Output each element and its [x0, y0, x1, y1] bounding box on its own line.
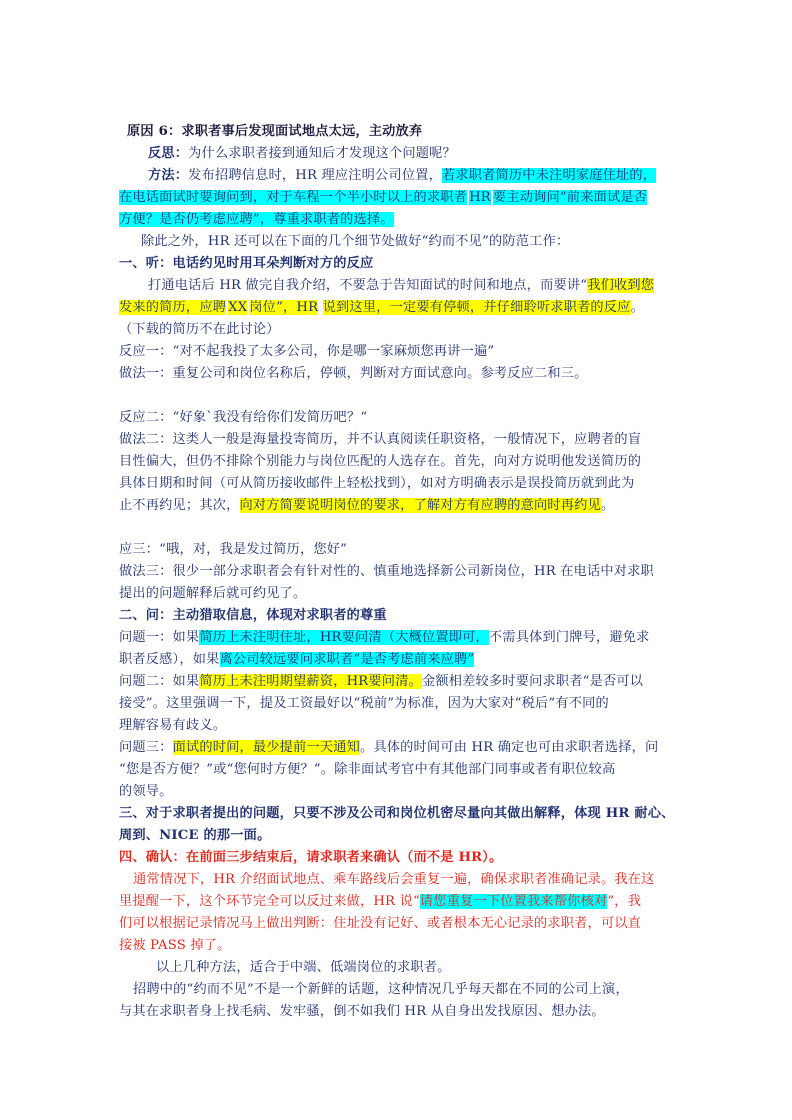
intro-paragraph: 除此之外，HR 还可以在下面的几个细节处做好“约而不见”的防范工作：	[141, 234, 570, 249]
method-highlight-b: 若求职者简历中未注明家庭住址的，	[441, 168, 657, 183]
s2-q3a-2: 面试的时间，最少提前一天通知	[172, 740, 360, 755]
s1-d2d-a: 止不再约见；其次，	[119, 498, 240, 513]
section1-title: 一、听：电话约见时用耳朵判断对方的反应	[119, 256, 374, 271]
section2-title: 二、问：主动猎取信息，体现对求职者的尊重	[119, 608, 387, 623]
s4-para-line3: 们可以根据记录情况马上做出判断：住址没有记好、或者根本无心记录的求职者，可以直	[119, 916, 642, 931]
reflect-label: 反思：	[148, 146, 189, 161]
method-highlight-c: 在电话面试时要询问到，对于车程一个半小时以上的求职者	[119, 190, 468, 205]
s4-p2b: 请您重复一下位置我来帮你核对	[419, 894, 608, 909]
s2-q1a-3: 要问清（大概位置即可，	[341, 630, 489, 645]
s1-approach2-line1: 做法二：这类人一般是海量投寄简历，并不认真阅读任职资格，一般情况下，应聘者的盲	[119, 432, 642, 447]
s4-para-line2	[119, 891, 641, 913]
s2-q1a-2: 简历上未注明住址，HR	[199, 630, 342, 645]
s1-para-line2	[119, 297, 644, 319]
section4-title: 四、确认：在前面三步结束后，请求职者来确认（而不是 HR）。	[119, 850, 503, 865]
s1-p2a: 发来的简历，应聘	[119, 300, 227, 315]
s1-d2d-b: 向对方简要说明岗位的要求，了解对方有应聘的意向时再约见	[239, 498, 601, 513]
s2-q2-line2: 接受”。这里强调一下，提及工资最好以“税前”为标准，因为大家对“税后”有不同的	[119, 696, 609, 711]
s1-approach2-line2: 目性偏大，但仍不排除个别能力与岗位匹配的人选存在。首先，向对方说明他发送简历的	[119, 454, 642, 469]
s1-p1b: 我们收到您	[587, 278, 655, 293]
s2-q2a-4: 金额相差较多时要问求职者“是否可以	[421, 674, 644, 689]
s1-d2d-c: 。	[600, 498, 615, 513]
section3-title-line1: 三、对于求职者提出的问题，只要不涉及公司和岗位机密尽量向其做出解释，体现 HR 耐心、	[119, 806, 675, 821]
s1-para-line1	[148, 275, 654, 297]
s1-p2b: XX	[228, 300, 248, 315]
s1-reaction2: 反应二：“好象`我没有给你们发简历吧？“	[119, 410, 368, 425]
reason6-method-line2	[119, 187, 647, 209]
s1-p2e: 。	[630, 300, 644, 315]
s2-q1a-1: 问题一：如果	[119, 630, 200, 645]
closing-line3: 与其在求职者身上找毛病、发牢骚，倒不如我们 HR 从自身出发找原因、想办法。	[119, 1004, 605, 1019]
s4-p2c: ”，我	[607, 894, 642, 909]
s2-q3a-1: 问题三：	[119, 740, 173, 755]
reason6-method	[148, 165, 656, 187]
reason6-method-line3	[119, 209, 394, 231]
reflect-text: 为什么求职者接到通知后才发现这个问题呢？	[188, 146, 456, 161]
s2-q1b-1: 职者反感），如果	[119, 652, 220, 667]
closing-line1: 以上几种方法，适合于中端、低端岗位的求职者。	[156, 960, 451, 975]
method-highlight-e: 要主动询问“前来面试是否	[492, 190, 648, 205]
s2-q1-line1	[119, 627, 650, 649]
s2-q3-line1	[119, 737, 658, 759]
s2-q2a-3: 要问清。	[368, 674, 422, 689]
s4-para-line4: 接被 PASS 掉了。	[119, 938, 231, 953]
s1-p2d: 说到这里，一定要有停顿，并仔细聆听求职者的反应	[322, 300, 631, 315]
method-text-a: 发布招聘信息时，HR 理应注明公司位置，	[188, 168, 442, 183]
s1-approach1: 做法一：重复公司和岗位名称后，停顿，判断对方面试意向。参考反应二和三。	[119, 366, 588, 381]
s1-reaction3: 应三：“哦，对，我是发过简历，您好”	[119, 542, 348, 557]
s4-para-line1: 通常情况下，HR 介绍面试地点、乘车路线后会重复一遍，确保求职者准确记录。我在这	[133, 872, 655, 887]
section3-title-line2: 周到、NICE 的那一面。	[119, 828, 271, 843]
s1-approach3-line2: 提出的问题解释后就可约见了。	[119, 586, 307, 601]
s2-q2a-1: 问题二：如果	[119, 674, 200, 689]
s1-approach2-line4	[119, 495, 614, 517]
s1-approach3-line1: 做法三：很少一部分求职者会有针对性的、慎重地选择新公司新岗位，HR 在电话中对求职	[119, 564, 654, 579]
s2-q1b-2: 离公司较远要问求职者“是否考虑前来应聘”	[219, 652, 475, 667]
s1-note: （下载的简历不在此讨论）	[119, 322, 280, 337]
closing-line2: 招聘中的“约而不见”不是一个新鲜的话题，这种情况几乎每天都在不同的公司上演，	[133, 982, 629, 997]
reason6-reflect	[148, 143, 456, 165]
method-highlight-f: 方便？是否仍考虑应聘”，尊重求职者的选择。	[119, 212, 394, 227]
s1-p1a: 打通电话后 HR 做完自我介绍，不要急于告知面试的时间和地点，而要讲“	[148, 278, 588, 293]
s2-q3a-3: 。具体的时间可由 HR 确定也可由求职者选择，问	[360, 740, 659, 755]
method-label: 方法：	[148, 168, 189, 183]
s4-p2a: 里提醒一下，这个环节完全可以反过来做，HR 说“	[119, 894, 420, 909]
s2-q1a-4: 不需具体到门牌号，避免求	[488, 630, 650, 645]
reason6-title: 原因 6：求职者事后发现面试地点太远，主动放弃	[127, 124, 423, 139]
method-highlight-d: HR	[469, 190, 491, 205]
s2-q2-line3: 理解容易有歧义。	[119, 718, 227, 733]
s1-reaction1: 反应一：“对不起我投了太多公司，你是哪一家麻烦您再讲一遍”	[119, 344, 495, 359]
s1-p2c: 岗位”，HR	[249, 300, 319, 315]
s1-approach2-line3: 具体日期和时间（可从简历接收邮件上轻松找到），如对方明确表示是误投简历就到此为	[119, 476, 635, 491]
s2-q2a-2: 简历上未注明期望薪资，HR	[199, 674, 369, 689]
s2-q2-line1	[119, 671, 643, 693]
s2-q3-line3: 的领导。	[119, 784, 173, 799]
s2-q3-line2: “您是否方便？”或“您何时方便？”。除非面试考官中有其他部门同事或者有职位较高	[119, 762, 616, 777]
s2-q1-line2	[119, 649, 474, 671]
